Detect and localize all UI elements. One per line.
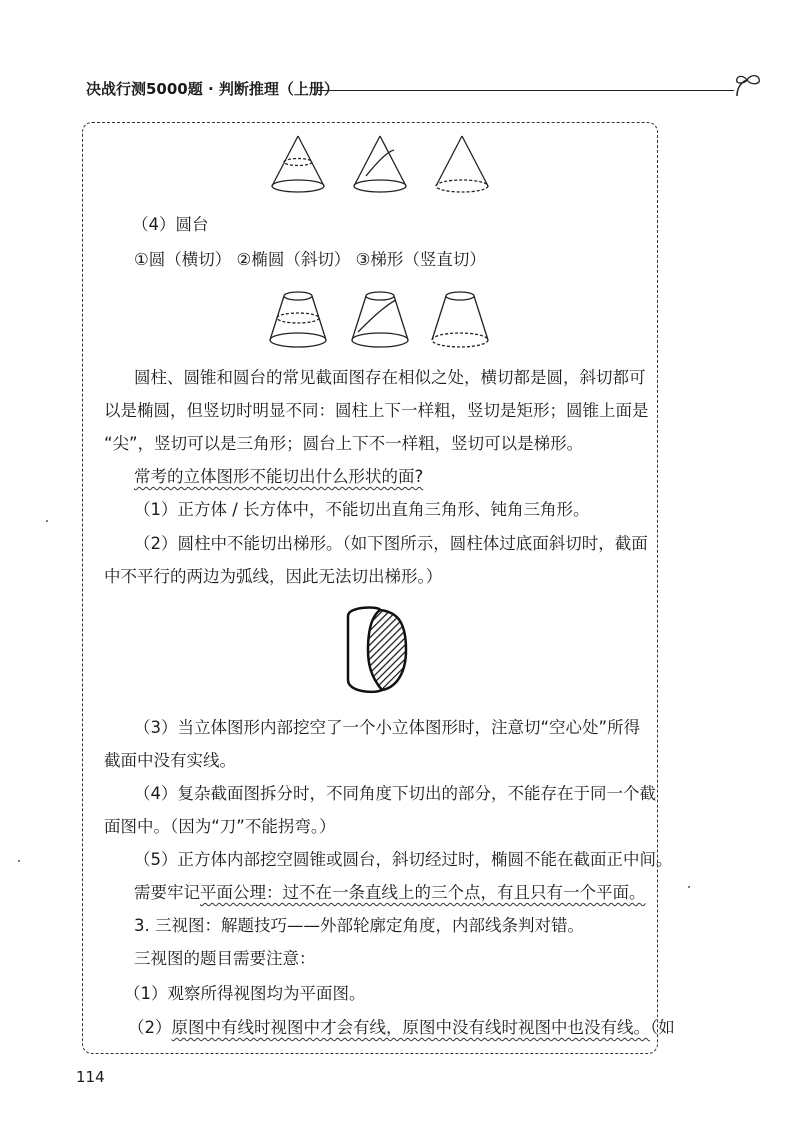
frustum-vertical-cut: [432, 292, 488, 347]
page-number: 114: [76, 1068, 105, 1086]
three-view-heading: 3. 三视图：解题技巧——外部轮廓定角度，内部线条判对错。: [134, 916, 584, 935]
paragraph-line: 圆柱、圆锥和圆台的常见截面图存在相似之处，横切都是圆，斜切都可: [134, 368, 646, 387]
scan-speck: [46, 520, 48, 522]
list-item-underlined: 原图中有线时视图中才会有线，原图中没有线时视图中也没有线。: [171, 1018, 650, 1037]
cone-vertical-cut: [436, 136, 488, 192]
paragraph-line: “尖”，竖切可以是三角形；圆台上下不一样粗，竖切可以是梯形。: [104, 434, 584, 453]
plane-axiom: 平面公理：过不在一条直线上的三个点，有且只有一个平面。: [200, 883, 646, 902]
question-heading: 常考的立体图形不能切出什么形状的面?: [134, 467, 424, 486]
frustum-oblique-cut: [352, 292, 408, 347]
running-header: [86, 76, 686, 106]
list-item-suffix: （如: [650, 1018, 675, 1037]
list-item-prefix: （2）: [128, 1018, 172, 1037]
section-4-heading: （4）圆台: [132, 215, 209, 234]
scan-speck: [18, 860, 20, 862]
remember-line: [134, 882, 646, 904]
cone-sections-figure: [262, 130, 502, 200]
list-item: （1）观察所得视图均为平面图。: [124, 984, 366, 1003]
list-item: （3）当立体图形内部挖空了一个小立体图形时，注意切“空心处”所得: [134, 718, 641, 737]
list-item-continuation: 面图中。（因为“刀”不能拐弯。）: [104, 817, 336, 836]
frustum-horizontal-cut: [270, 292, 326, 347]
list-item: （5）正方体内部挖空圆锥或圆台，斜切经过时，椭圆不能在截面正中间。: [134, 850, 673, 869]
sprout-icon: [731, 74, 765, 100]
cone-horizontal-cut: [272, 136, 324, 192]
cone-oblique-cut: [354, 136, 406, 192]
paragraph-line: 以是椭圆，但竖切时明显不同：圆柱上下一样粗，竖切是矩形；圆锥上面是: [104, 401, 649, 420]
remember-prefix: 需要牢记: [134, 883, 200, 902]
list-item: （4）复杂截面图拆分时，不同角度下切出的部分，不能存在于同一个截: [134, 784, 656, 803]
scan-speck: [688, 886, 690, 888]
cylinder-oblique-cut-figure: [334, 602, 424, 698]
frustum-sections-figure: [260, 288, 500, 354]
header-rule: [316, 90, 734, 91]
list-item-continuation: 截面中没有实线。: [104, 751, 236, 770]
list-item: [128, 1017, 675, 1039]
section-4-items: ①圆（横切） ②椭圆（斜切） ③梯形（竖直切）: [134, 250, 486, 269]
header-title: 决战行测5000题 · 判断推理（上册）: [86, 80, 339, 98]
list-item: （1）正方体 / 长方体中，不能切出直角三角形、钝角三角形。: [134, 500, 590, 519]
list-item: （2）圆柱中不能切出梯形。（如下图所示，圆柱体过底面斜切时，截面: [134, 534, 648, 553]
three-view-note: 三视图的题目需要注意：: [134, 949, 316, 968]
list-item-continuation: 中不平行的两边为弧线，因此无法切出梯形。）: [104, 567, 443, 586]
